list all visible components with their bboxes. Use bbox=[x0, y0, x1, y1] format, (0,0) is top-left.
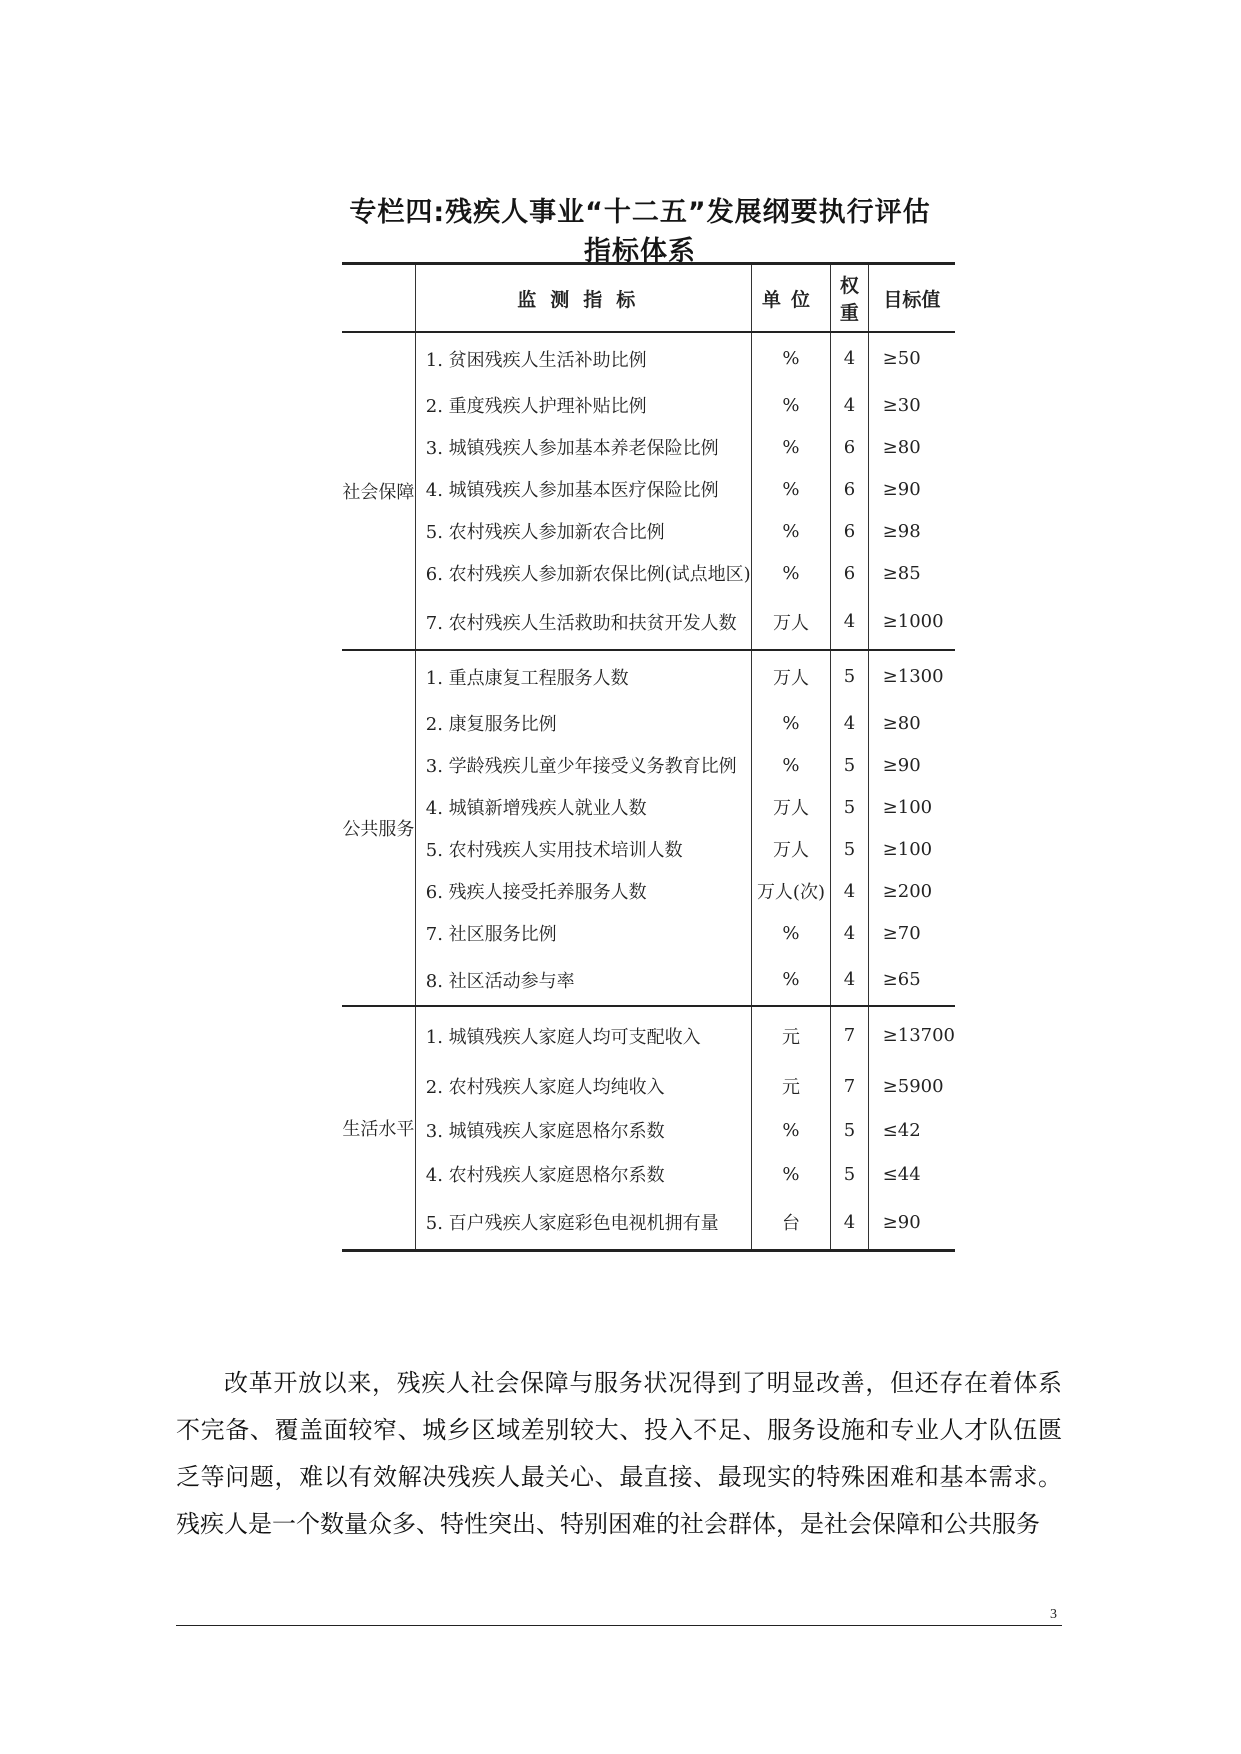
table-row bbox=[342, 1152, 955, 1196]
target-cell: ≥1000 bbox=[868, 594, 955, 650]
indicator-cell: 1. 城镇残疾人家庭人均可支配收入 bbox=[415, 1006, 751, 1064]
indicator-cell: 7. 社区服务比例 bbox=[415, 912, 751, 954]
unit-cell: % bbox=[751, 510, 830, 552]
page-number: 3 bbox=[1050, 1607, 1057, 1622]
unit-cell: % bbox=[751, 552, 830, 594]
unit-cell: 万人 bbox=[751, 828, 830, 870]
indicator-cell: 6. 残疾人接受托养服务人数 bbox=[415, 870, 751, 912]
indicator-cell: 7. 农村残疾人生活救助和扶贫开发人数 bbox=[415, 594, 751, 650]
weight-cell: 4 bbox=[831, 332, 868, 384]
category-label: 公共服务 bbox=[342, 819, 415, 840]
indicator-table bbox=[342, 262, 955, 1252]
table-row bbox=[342, 702, 955, 744]
target-cell: ≥85 bbox=[868, 552, 955, 594]
weight-cell: 4 bbox=[831, 912, 868, 954]
unit-cell: 万人 bbox=[751, 650, 830, 702]
weight-cell: 4 bbox=[831, 954, 868, 1006]
weight-cell: 5 bbox=[831, 650, 868, 702]
target-cell: ≥70 bbox=[868, 912, 955, 954]
target-cell: ≤42 bbox=[868, 1108, 955, 1152]
indicator-cell: 2. 康复服务比例 bbox=[415, 702, 751, 744]
target-cell: ≥90 bbox=[868, 468, 955, 510]
unit-cell: 万人 bbox=[751, 594, 830, 650]
indicator-cell: 5. 农村残疾人实用技术培训人数 bbox=[415, 828, 751, 870]
weight-cell: 4 bbox=[831, 594, 868, 650]
target-cell: ≥80 bbox=[868, 426, 955, 468]
table-row bbox=[342, 384, 955, 426]
group-social-security bbox=[342, 332, 955, 650]
weight-cell: 7 bbox=[831, 1064, 868, 1108]
target-cell: ≥65 bbox=[868, 954, 955, 1006]
unit-cell: % bbox=[751, 954, 830, 1006]
unit-cell: % bbox=[751, 468, 830, 510]
indicator-cell: 1. 重点康复工程服务人数 bbox=[415, 650, 751, 702]
weight-cell: 5 bbox=[831, 786, 868, 828]
table-row bbox=[342, 1108, 955, 1152]
table-row bbox=[342, 912, 955, 954]
table-row bbox=[342, 594, 955, 650]
category-label: 生活水平 bbox=[342, 1118, 415, 1140]
indicator-cell: 4. 城镇残疾人参加基本医疗保险比例 bbox=[415, 468, 751, 510]
target-cell: ≥5900 bbox=[868, 1064, 955, 1108]
weight-cell: 6 bbox=[831, 510, 868, 552]
target-cell: ≥100 bbox=[868, 786, 955, 828]
target-cell: ≥50 bbox=[868, 332, 955, 384]
indicator-cell: 5. 百户残疾人家庭彩色电视机拥有量 bbox=[415, 1196, 751, 1250]
table-row bbox=[342, 332, 955, 384]
weight-cell: 6 bbox=[831, 468, 868, 510]
table-row bbox=[342, 828, 955, 870]
indicator-cell: 3. 学龄残疾儿童少年接受义务教育比例 bbox=[415, 744, 751, 786]
header-weight: 权重 bbox=[831, 264, 868, 333]
target-cell: ≥90 bbox=[868, 1196, 955, 1250]
target-cell: ≥200 bbox=[868, 870, 955, 912]
table-title: 专栏四:残疾人事业“十二五”发展纲要执行评估指标体系 bbox=[349, 197, 931, 267]
target-cell: ≤44 bbox=[868, 1152, 955, 1196]
table-row bbox=[342, 650, 955, 702]
unit-cell: % bbox=[751, 332, 830, 384]
table-row bbox=[342, 786, 955, 828]
target-cell: ≥30 bbox=[868, 384, 955, 426]
unit-cell: % bbox=[751, 384, 830, 426]
indicator-cell: 2. 农村残疾人家庭人均纯收入 bbox=[415, 1064, 751, 1108]
weight-cell: 5 bbox=[831, 1108, 868, 1152]
table-row bbox=[342, 1064, 955, 1108]
table-row bbox=[342, 744, 955, 786]
weight-cell: 6 bbox=[831, 552, 868, 594]
indicator-cell: 3. 城镇残疾人家庭恩格尔系数 bbox=[415, 1108, 751, 1152]
body-paragraph: 改革开放以来，残疾人社会保障与服务状况得到了明显改善，但还存在着体系不完备、覆盖面较窄、城乡区域差别较大、投入不足、服务设施和专业人才队伍匮乏等问题，难以有效解决残疾人最关心、最直接、最现实的特殊困难和基本需求。残疾人是一个数量众多、特性突出、特别困难的社会群体，是社会保障和公共服务 bbox=[176, 1369, 1062, 1538]
table-header-row bbox=[342, 264, 955, 333]
unit-cell: % bbox=[751, 912, 830, 954]
unit-cell: 台 bbox=[751, 1196, 830, 1250]
weight-cell: 5 bbox=[831, 828, 868, 870]
target-cell: ≥98 bbox=[868, 510, 955, 552]
indicator-cell: 2. 重度残疾人护理补贴比例 bbox=[415, 384, 751, 426]
table-row bbox=[342, 552, 955, 594]
category-label: 社会保障 bbox=[342, 482, 415, 503]
table-row bbox=[342, 510, 955, 552]
unit-cell: % bbox=[751, 1152, 830, 1196]
group-living-standard bbox=[342, 1006, 955, 1250]
unit-cell: % bbox=[751, 702, 830, 744]
table-row bbox=[342, 1006, 955, 1064]
unit-cell: 万人(次) bbox=[751, 870, 830, 912]
indicator-cell: 8. 社区活动参与率 bbox=[415, 954, 751, 1006]
target-cell: ≥90 bbox=[868, 744, 955, 786]
target-cell: ≥1300 bbox=[868, 650, 955, 702]
weight-cell: 4 bbox=[831, 384, 868, 426]
indicator-cell: 6. 农村残疾人参加新农保比例(试点地区) bbox=[415, 552, 751, 594]
weight-cell: 4 bbox=[831, 870, 868, 912]
weight-cell: 5 bbox=[831, 1152, 868, 1196]
group-public-service bbox=[342, 650, 955, 1006]
weight-cell: 6 bbox=[831, 426, 868, 468]
indicator-cell: 4. 城镇新增残疾人就业人数 bbox=[415, 786, 751, 828]
unit-cell: % bbox=[751, 426, 830, 468]
table-row bbox=[342, 954, 955, 1006]
weight-cell: 4 bbox=[831, 1196, 868, 1250]
indicator-cell: 1. 贫困残疾人生活补助比例 bbox=[415, 332, 751, 384]
target-cell: ≥13700 bbox=[868, 1006, 955, 1064]
header-target: 目标值 bbox=[868, 264, 955, 333]
table-row bbox=[342, 426, 955, 468]
unit-cell: 万人 bbox=[751, 786, 830, 828]
indicator-cell: 3. 城镇残疾人参加基本养老保险比例 bbox=[415, 426, 751, 468]
table-row bbox=[342, 468, 955, 510]
unit-cell: 元 bbox=[751, 1006, 830, 1064]
unit-cell: % bbox=[751, 744, 830, 786]
indicator-cell: 5. 农村残疾人参加新农合比例 bbox=[415, 510, 751, 552]
table-row bbox=[342, 870, 955, 912]
unit-cell: % bbox=[751, 1108, 830, 1152]
header-category bbox=[342, 264, 415, 333]
indicator-cell: 4. 农村残疾人家庭恩格尔系数 bbox=[415, 1152, 751, 1196]
target-cell: ≥100 bbox=[868, 828, 955, 870]
header-unit: 单位 bbox=[751, 264, 830, 333]
header-indicator: 监测指标 bbox=[415, 264, 751, 333]
target-cell: ≥80 bbox=[868, 702, 955, 744]
weight-cell: 7 bbox=[831, 1006, 868, 1064]
weight-cell: 4 bbox=[831, 702, 868, 744]
table-row bbox=[342, 1196, 955, 1250]
unit-cell: 元 bbox=[751, 1064, 830, 1108]
footer-rule bbox=[176, 1625, 1062, 1626]
weight-cell: 5 bbox=[831, 744, 868, 786]
